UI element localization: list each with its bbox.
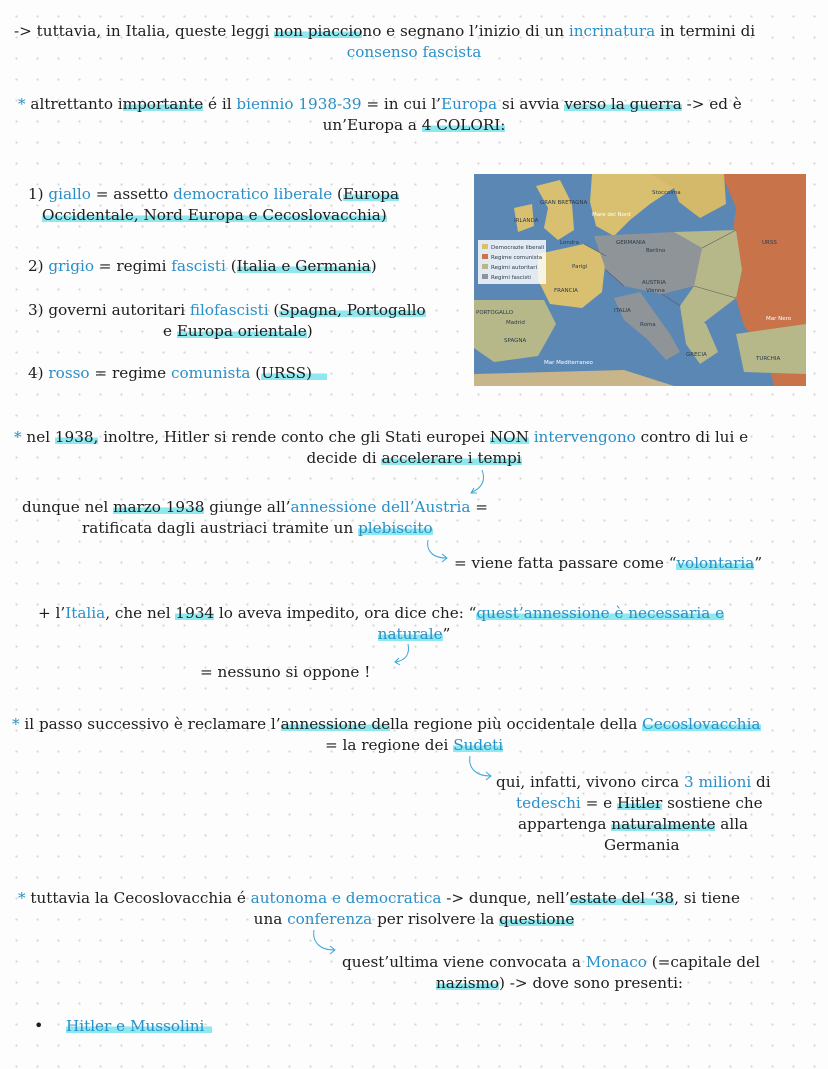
text: + l’ — [38, 604, 66, 622]
text: 3) governi autoritari — [28, 301, 190, 319]
p5-line2 — [0, 624, 828, 644]
keyword: giallo — [48, 185, 91, 203]
text: 1) — [28, 185, 49, 203]
europe-map — [474, 174, 806, 386]
legend-label: Regime comunista — [491, 255, 543, 261]
map-label: AUSTRIA — [642, 280, 666, 286]
asterisk: * — [18, 95, 26, 113]
list-item-1-line2 — [42, 205, 387, 225]
asterisk: * — [14, 428, 22, 446]
map-label: Mar Mediterraneo — [544, 360, 593, 366]
p1-line2 — [0, 42, 828, 62]
text: qui, infatti, vivono circa — [496, 773, 684, 791]
text: , che nel — [105, 604, 176, 622]
text: giunge all’ — [204, 498, 291, 516]
p6-sub3 — [518, 814, 748, 834]
map-label: PORTOGALLO — [476, 310, 514, 316]
keyword: biennio 1938-39 — [236, 95, 362, 113]
text: ( — [332, 185, 343, 203]
text: = regime — [89, 364, 171, 382]
highlight: Europa — [343, 185, 400, 203]
highlight: naturalmente — [611, 815, 716, 833]
keyword: Italia — [65, 604, 106, 622]
text: si avvia — [497, 95, 565, 113]
p2-line2 — [0, 115, 828, 135]
highlight: annessione de — [280, 715, 391, 733]
europe-map-svg — [474, 174, 806, 386]
map-label: ITALIA — [614, 308, 631, 314]
text: e — [163, 322, 177, 340]
highlight: URSS) — [261, 364, 312, 382]
keyword: democratico liberale — [173, 185, 333, 203]
text: in termini di — [655, 22, 756, 40]
p6-sub2 — [516, 793, 763, 813]
text: inoltre, Hitler si rende conto che gli Stati europei — [98, 428, 490, 446]
text: no e segnano l’inizio di un — [362, 22, 569, 40]
text: dunque nel — [22, 498, 114, 516]
curved-arrow-icon — [462, 468, 502, 498]
map-label: Berlino — [646, 248, 666, 254]
text: lo aveva impedito, ora dice che: “ — [214, 604, 477, 622]
curved-arrow-icon — [392, 642, 422, 668]
keyword: autonoma e democratica — [250, 889, 442, 907]
legend-label: Democrazie liberali — [491, 245, 545, 251]
text: ratificata dagli austriaci tramite un — [82, 519, 359, 537]
highlight: marzo 1938 — [113, 498, 205, 516]
p1-line1 — [14, 21, 755, 41]
map-label: SPAGNA — [504, 338, 527, 344]
highlight: Spagna, Portogallo — [279, 301, 426, 319]
keyword: intervengono — [533, 428, 636, 446]
keyword-highlight: Cecoslovacchia — [642, 715, 761, 733]
keyword: incrinatura — [568, 22, 656, 40]
legend-label: Regimi fascisti — [491, 275, 531, 281]
list-item-3 — [28, 300, 426, 320]
text: il passo successivo è reclamare l’ — [19, 715, 281, 733]
highlight-tail — [312, 364, 327, 382]
map-label: FRANCIA — [554, 288, 578, 294]
text: ) — [306, 322, 313, 340]
text: , si tiene — [674, 889, 740, 907]
text: ( — [268, 301, 280, 319]
list-item-3-line2 — [163, 321, 313, 341]
map-label: Mare del Nord — [592, 212, 631, 218]
p4-line2 — [82, 518, 433, 538]
map-label: Roma — [640, 322, 656, 328]
legend-swatch-grey — [482, 274, 488, 279]
p7-sub1 — [342, 952, 760, 972]
p4-line3 — [454, 553, 762, 573]
list-item-4 — [28, 363, 327, 383]
text: = — [470, 498, 488, 516]
list-item-1 — [28, 184, 399, 204]
highlight: mportante — [122, 95, 204, 113]
text: appartenga — [518, 815, 612, 833]
asterisk: * — [18, 889, 26, 907]
text: una — [253, 910, 288, 928]
highlight: nazismo — [436, 974, 500, 992]
text: ( — [250, 364, 262, 382]
bullet-item — [66, 1016, 212, 1036]
text: per risolvere la — [372, 910, 500, 928]
map-label: IRLANDA — [514, 218, 539, 224]
text: tuttavia la Cecoslovacchia é — [25, 889, 251, 907]
p4-line1 — [22, 497, 488, 517]
map-label: Mar Nero — [766, 316, 792, 322]
p6-line2 — [0, 735, 828, 755]
keyword: grigio — [48, 257, 94, 275]
p6-line1 — [12, 714, 761, 734]
keyword: 3 milioni — [683, 773, 752, 791]
text: 2) — [28, 257, 49, 275]
asterisk: * — [12, 715, 20, 733]
text: decide di — [306, 449, 382, 467]
keyword: annessione dell’Austria — [290, 498, 471, 516]
highlight: verso la guerra — [564, 95, 682, 113]
text: di — [751, 773, 771, 791]
highlight: 4 COLORI: — [421, 116, 506, 134]
highlight: non piaccio — [274, 22, 363, 40]
legend-label: Regimi autoritari — [491, 265, 538, 271]
p6-sub1 — [496, 772, 771, 792]
text: nel — [21, 428, 55, 446]
keyword: filofascisti — [189, 301, 269, 319]
text: lla regione più occidentale della — [390, 715, 643, 733]
legend-swatch-green — [482, 264, 488, 269]
text: un’Europa a — [322, 116, 422, 134]
keyword-highlight: plebiscito — [358, 519, 433, 537]
text: ) — [370, 257, 377, 275]
keyword-highlight: Hitler e Mussolini — [66, 1017, 205, 1035]
text: = e — [580, 794, 617, 812]
keyword: fascisti — [171, 257, 226, 275]
keyword: comunista — [171, 364, 251, 382]
p3-line2 — [0, 448, 828, 468]
map-label: GRAN BRETAGNA — [540, 200, 588, 206]
curved-arrow-icon — [308, 928, 344, 958]
text: ( — [225, 257, 237, 275]
text: = viene fatta passare come “ — [454, 554, 677, 572]
keyword: conferenza — [287, 910, 373, 928]
text: ” — [442, 625, 451, 643]
text: contro di lui e — [635, 428, 749, 446]
keyword-highlight: Sudeti — [453, 736, 504, 754]
map-label: URSS — [762, 240, 777, 246]
keyword: consenso fascista — [346, 43, 482, 61]
keyword-highlight: volontaria — [676, 554, 755, 572]
highlight: Italia e Germania — [236, 257, 371, 275]
map-label: Stoccolma — [652, 190, 681, 196]
map-label: Parigi — [572, 264, 588, 270]
highlight: questione — [499, 910, 575, 928]
p6-sub4: Germania — [604, 836, 680, 854]
map-label: Londra — [560, 240, 579, 246]
text: = in cui l’ — [361, 95, 442, 113]
curved-arrow-icon — [464, 754, 500, 784]
highlight: Hitler — [616, 794, 663, 812]
highlight: 1934 — [175, 604, 215, 622]
legend-swatch-yellow — [482, 244, 488, 249]
text: (=capitale del — [646, 953, 760, 971]
highlight: estate del ‘38 — [569, 889, 675, 907]
text: = assetto — [90, 185, 174, 203]
map-label: GERMANIA — [616, 240, 646, 246]
p7-line2 — [0, 909, 828, 929]
text: = la regione dei — [324, 736, 454, 754]
text: -> ed è — [681, 95, 742, 113]
highlight: NON — [489, 428, 529, 446]
p5-line3: = nessuno si oppone ! — [200, 663, 371, 681]
map-label: Vienna — [646, 288, 665, 294]
text: 4) — [28, 364, 49, 382]
map-label: GRECIA — [686, 352, 707, 358]
text: quest’ultima viene convocata a — [342, 953, 586, 971]
highlight: Occidentale, Nord Europa e Cecoslovacchia) — [42, 206, 387, 224]
text: ) -> dove sono presenti: — [499, 974, 684, 992]
text: alla — [715, 815, 749, 833]
map-label: Madrid — [506, 320, 525, 326]
bullet-dot: • — [34, 1016, 44, 1035]
keyword-highlight: quest’annessione è necessaria e — [476, 604, 725, 622]
map-label: TURCHIA — [756, 356, 781, 362]
text: -> tuttavia, in Italia, queste leggi — [14, 22, 275, 40]
highlight-tail — [204, 1017, 212, 1035]
keyword: Monaco — [585, 953, 647, 971]
p2-line1 — [18, 94, 742, 114]
text: altrettanto i — [25, 95, 123, 113]
p7-sub2 — [436, 973, 683, 993]
keyword: rosso — [48, 364, 90, 382]
text: é il — [203, 95, 237, 113]
highlight: accelerare i tempi — [381, 449, 522, 467]
keyword-highlight: naturale — [377, 625, 443, 643]
keyword: tedeschi — [516, 794, 581, 812]
text: sostiene che — [662, 794, 763, 812]
p5-line1 — [38, 603, 724, 623]
highlight: Europa orientale — [176, 322, 307, 340]
highlight: 1938, — [54, 428, 99, 446]
text: ” — [754, 554, 763, 572]
keyword: Europa — [441, 95, 498, 113]
legend-swatch-red — [482, 254, 488, 259]
p7-line1 — [18, 888, 740, 908]
text: = regimi — [93, 257, 172, 275]
list-item-2 — [28, 256, 377, 276]
text: -> dunque, nell’ — [441, 889, 570, 907]
p3-line1 — [14, 427, 748, 447]
